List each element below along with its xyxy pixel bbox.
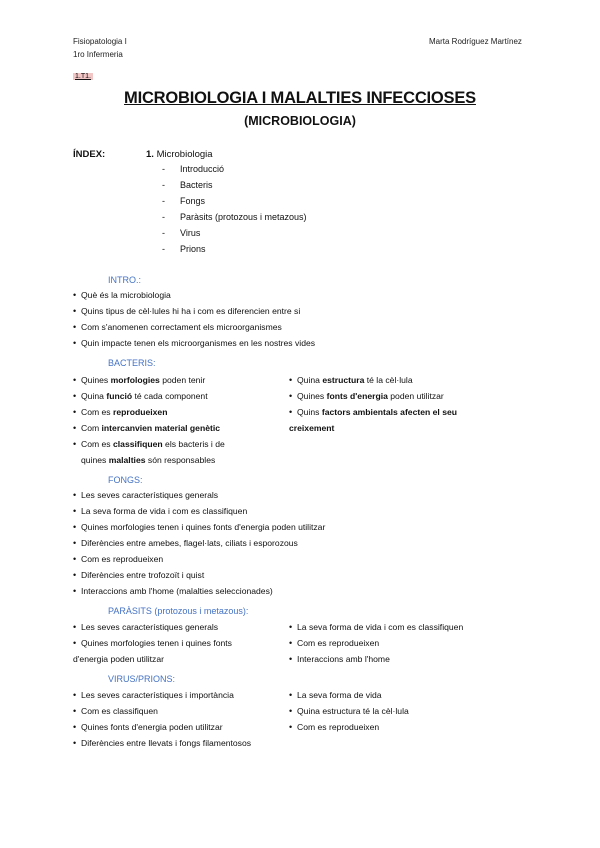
bullet-icon: • <box>73 506 77 516</box>
list-item: • Interaccions amb l'home (malalties seleccionades) <box>73 583 325 599</box>
dash-icon: - <box>162 228 165 238</box>
dash-icon: - <box>162 212 165 222</box>
topic-tag: 1.T1. <box>75 73 91 80</box>
course-year: 1ro Infermeria <box>73 50 123 59</box>
list-item: • Com intercanvien material genètic <box>73 420 283 436</box>
list-item: • Les seves característiques i importància <box>73 687 283 703</box>
intro-list <box>73 287 315 351</box>
bullet-icon: • <box>73 722 77 732</box>
dash-icon: - <box>162 196 165 206</box>
bullet-icon: • <box>73 490 77 500</box>
section-title-parasits: PARÀSITS (protozous i metazous): <box>108 606 249 616</box>
list-item: • Com es classifiquen <box>73 703 283 719</box>
bullet-icon: • <box>73 407 77 417</box>
bullet-icon: • <box>73 586 77 596</box>
list-item: • Quines morfologies tenen i quines fonts d'energia poden utilitzar <box>73 519 325 535</box>
virus-left-list <box>73 687 283 751</box>
virus-right-list <box>289 687 529 735</box>
list-item: • Quin impacte tenen els microorganismes en les nostres vides <box>73 335 315 351</box>
index-item: - Paràsits (protozous i metazous) <box>162 212 307 222</box>
bullet-icon: • <box>73 738 77 748</box>
bullet-icon: • <box>289 654 293 664</box>
dash-icon: - <box>162 164 165 174</box>
list-item: • Com s'anomenen correctament els microorganismes <box>73 319 315 335</box>
list-item: • Diferències entre amebes, flagel·lats, ciliats i esporozous <box>73 535 325 551</box>
page-title: MICROBIOLOGIA I MALALTIES INFECCIOSES <box>124 89 476 107</box>
list-item-continuation: quines malalties són responsables <box>81 455 216 465</box>
section-title-virus: VIRUS/PRIONS: <box>108 674 176 684</box>
bullet-icon: • <box>289 407 293 417</box>
list-item-continuation: d'energia poden utilitzar <box>73 654 164 664</box>
bullet-icon: • <box>73 306 77 316</box>
index-item: - Prions <box>162 244 206 254</box>
author-name: Marta Rodríguez Martínez <box>429 37 522 46</box>
list-item: • Com es classifiquen els bacteris i de <box>73 436 283 452</box>
bullet-icon: • <box>73 570 77 580</box>
bacteris-left-list <box>73 372 283 468</box>
dash-icon: - <box>162 244 165 254</box>
list-item: • Quina funció té cada component <box>73 388 283 404</box>
bullet-icon: • <box>73 554 77 564</box>
bullet-icon: • <box>73 439 77 449</box>
bullet-icon: • <box>289 638 293 648</box>
list-item: • Com es reprodueixen <box>289 719 529 735</box>
parasits-left-list <box>73 619 283 667</box>
index-list <box>162 164 307 260</box>
list-item: • Com es reprodueixen <box>73 404 283 420</box>
page-subtitle: (MICROBIOLOGIA) <box>244 114 356 128</box>
bullet-icon: • <box>73 538 77 548</box>
index-item: - Fongs <box>162 196 206 206</box>
list-item: • Què és la microbiologia <box>73 287 315 303</box>
list-item: • Quines morfologies tenen i quines fonts <box>73 635 283 651</box>
section-title-fongs: FONGS: <box>108 475 143 485</box>
list-item: • La seva forma de vida i com es classifiquen <box>289 619 529 635</box>
index-item: - Bacteris <box>162 180 213 190</box>
list-item: • Diferències entre trofozoït i quist <box>73 567 325 583</box>
list-item: • Quines morfologies poden tenir <box>73 372 283 388</box>
bullet-icon: • <box>73 290 77 300</box>
list-item: • Quins factors ambientals afecten el seu <box>289 404 529 420</box>
section-title-bacteris: BACTERIS: <box>108 358 156 368</box>
list-item: • Com es reprodueixen <box>289 635 529 651</box>
list-item: • Les seves característiques generals <box>73 619 283 635</box>
list-item: • Les seves característiques generals <box>73 487 325 503</box>
bullet-icon: • <box>289 622 293 632</box>
course-name: Fisiopatologia I <box>73 37 127 46</box>
list-item: • Quina estructura té la cèl·lula <box>289 703 529 719</box>
list-item: • La seva forma de vida i com es classifiquen <box>73 503 325 519</box>
list-item: • Quines fonts d'energia poden utilitzar <box>73 719 283 735</box>
index-item: - Introducció <box>162 164 225 174</box>
bullet-icon: • <box>73 338 77 348</box>
parasits-right-list <box>289 619 529 667</box>
list-item: • Com es reprodueixen <box>73 551 325 567</box>
list-item: • Quina estructura té la cèl·lula <box>289 372 529 388</box>
bacteris-right-list <box>289 372 529 436</box>
list-item: • Diferències entre llevats i fongs filamentosos <box>73 735 283 751</box>
bullet-icon: • <box>73 522 77 532</box>
fongs-list <box>73 487 325 599</box>
bullet-icon: • <box>73 375 77 385</box>
list-item: • Interaccions amb l'home <box>289 651 529 667</box>
bullet-icon: • <box>289 375 293 385</box>
section-title-intro: INTRO.: <box>108 275 141 285</box>
bullet-icon: • <box>73 622 77 632</box>
bullet-icon: • <box>73 690 77 700</box>
list-item: • La seva forma de vida <box>289 687 529 703</box>
bullet-icon: • <box>73 638 77 648</box>
bullet-icon: • <box>289 690 293 700</box>
bullet-icon: • <box>73 423 77 433</box>
bullet-icon: • <box>289 706 293 716</box>
bullet-icon: • <box>289 391 293 401</box>
list-item-continuation: creixement <box>289 423 335 433</box>
list-item: • Quines fonts d'energia poden utilitzar <box>289 388 529 404</box>
bullet-icon: • <box>73 322 77 332</box>
index-item: - Virus <box>162 228 201 238</box>
index-label: ÍNDEX: <box>73 149 106 160</box>
index-heading: 1. Microbiologia <box>146 149 213 160</box>
bullet-icon: • <box>73 706 77 716</box>
bullet-icon: • <box>73 391 77 401</box>
dash-icon: - <box>162 180 165 190</box>
bullet-icon: • <box>289 722 293 732</box>
list-item: • Quins tipus de cèl·lules hi ha i com es diferencien entre si <box>73 303 315 319</box>
